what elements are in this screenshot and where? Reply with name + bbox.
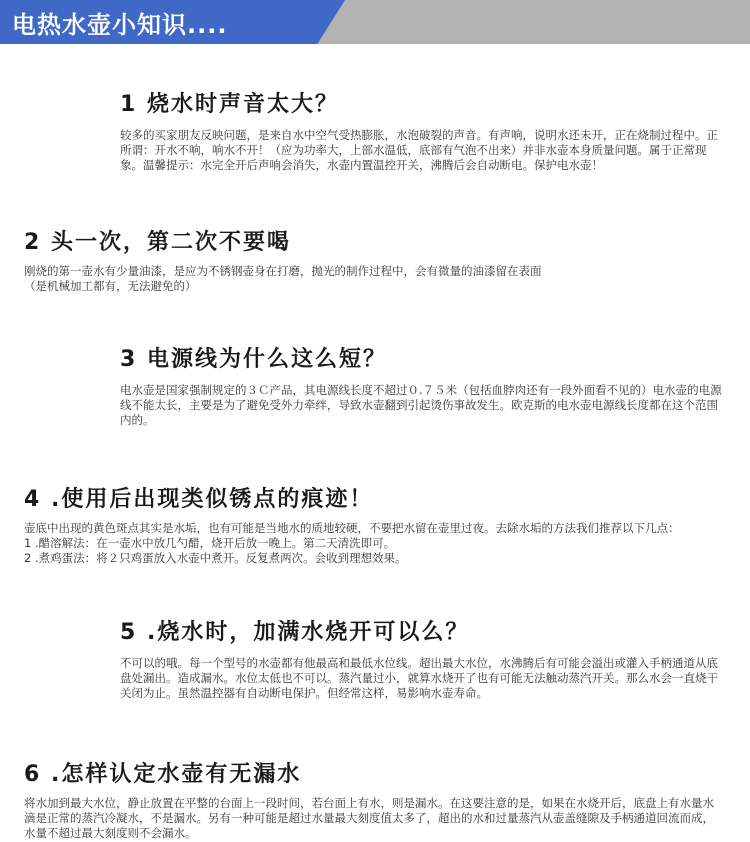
faq-section-6 <box>24 760 724 841</box>
faq-answer <box>24 264 724 294</box>
answer-line: 壶底中出现的黄色斑点其实是水垢，也有可能是当地水的质地较硬，不要把水留在壶里过夜。去除水垢的方法我们推荐以下几点： <box>24 521 680 535</box>
faq-answer <box>24 521 724 566</box>
answer-line: 刚烧的第一壶水有少量油漆，是应为不锈钢壶身在打磨，抛光的制作过程中，会有微量的油漆留在表面 <box>24 264 542 278</box>
answer-line: 将水加到最大水位，静止放置在平整的台面上一段时间，若台面上有水，则是漏水。在这要注意的是，如果在水烧开后，底盘上有水量水滴是正常的蒸汽冷凝水，不是漏水。另有一种可能是超过水量最大刻度值太多了，超出的水和过量蒸汽从壶盖缝隙及手柄通道回流而成，水量不超过最大刻度则不会漏水。 <box>24 796 714 840</box>
answer-line: （是机械加工都有，无法避免的） <box>24 279 197 293</box>
answer-line: 1 .醋溶解法：在一壶水中放几勺醋，烧开后放一晚上。第二天清洗即可。 <box>24 536 396 550</box>
answer-line: 不可以的哦。每一个型号的水壶都有他最高和最低水位线。超出最大水位，水沸腾后有可能会溢出或灌入手柄通道从底盘处漏出。造成漏水。水位太低也不可以。蒸汽量过小，就算水烧开了也有可能无法触动蒸汽开关。那么水会一直烧干关闭为止。虽然温控器有自动断电保护。但经常这样，易影响水壶寿命。 <box>120 656 718 700</box>
faq-question-title: 3 电源线为什么这么短？ <box>120 347 387 372</box>
faq-question-title: 2 头一次，第二次不要喝 <box>24 230 291 255</box>
faq-question-title: 4 .使用后出现类似锈点的痕迹！ <box>24 487 374 512</box>
answer-line: 较多的买家朋友反映问题，是来自水中空气受热膨胀，水泡破裂的声音。有声响，说明水还未开，正在烧制过程中。正所谓：开水不响，响水不开！（应为功率大，上部水温低，底部有气泡不出来）并非水壶本身质量问题。属于正常现象。温馨提示：水完全开后声响会消失，水壶内置温控开关，沸腾后会自动断电。保护电水壶！ <box>120 128 718 172</box>
page-title: 电热水壶小知识.... <box>12 11 228 39</box>
faq-answer <box>120 128 725 173</box>
answer-line: 电水壶是国家强制规定的３Ｃ产品，其电源线长度不超过０.７５米（包括血脖肉还有一段外面看不见的）电水壶的电源线不能太长，主要是为了避免受外力牵绊，导致水壶翻到引起烫伤事故发生。欧克斯的电水壶电源线长度都在这个范围内的。 <box>120 383 722 427</box>
answer-line: 2 .煮鸡蛋法：将２只鸡蛋放入水壶中煮开。反复煮两次。会收到理想效果。 <box>24 551 407 565</box>
faq-section-1 <box>120 90 725 173</box>
faq-question-title: 6 .怎样认定水壶有无漏水 <box>24 762 302 787</box>
faq-question-title: 1 烧水时声音太大？ <box>120 92 339 117</box>
faq-section-4 <box>24 485 724 566</box>
faq-section-3 <box>120 345 725 428</box>
header-banner <box>0 0 750 44</box>
faq-answer <box>24 796 724 841</box>
faq-answer <box>120 383 725 428</box>
faq-answer <box>120 656 725 701</box>
faq-section-2 <box>24 228 724 294</box>
faq-section-5 <box>120 618 725 701</box>
faq-question-title: 5 .烧水时，加满水烧开可以么？ <box>120 620 470 645</box>
